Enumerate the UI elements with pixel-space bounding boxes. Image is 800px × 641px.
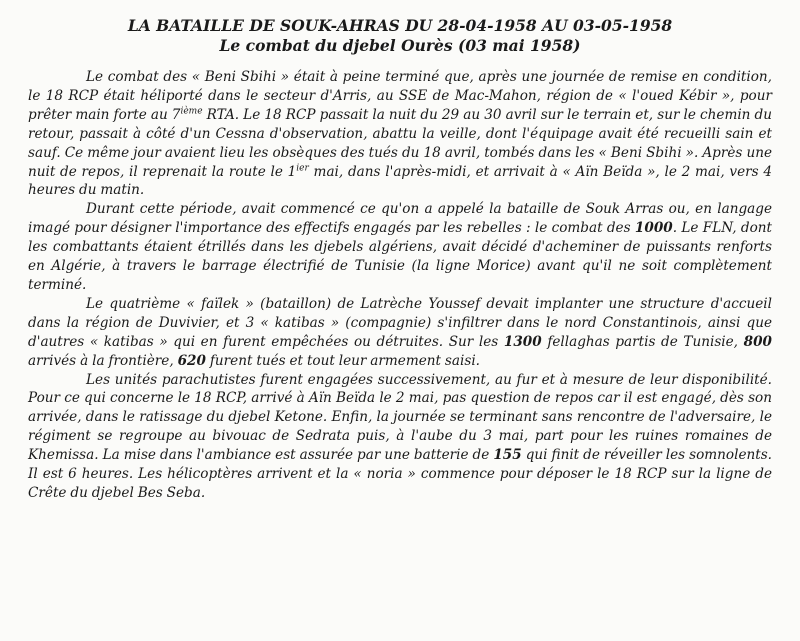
paragraph-1 [28,68,772,200]
p3-bold-2: 800 [743,333,772,350]
p3-text-d: arrivés à la frontière, [28,352,178,369]
p1-text-c: mai, dans l'après-midi, et arrivait à « Aïn Beïda », le 2 mai, vers 4 heures du matin. [28,163,772,199]
document-body [28,68,772,503]
p3-text-e: furent tués et tout leur armement saisi. [205,352,480,369]
document-subtitle: Le combat du djebel Ourès (03 mai 1958) [219,36,581,55]
p4-text-c: qui finit de réveiller les somnolents. Il est 6 heures. Les hélicoptères arrivent et la « noria » commence pour déposer le 18 RCP sur la ligne de Crête du djebel Bes Seba. [28,447,773,501]
p4-text-a: Les unités parachutistes furent engagées successivement, au fur et à mesure de leur disponibilité. Pour ce qui concerne le 18 RCP, arrivé à Aïn Beïda le 2 mai, pas question de repos car il est engagé, dès son arrivée, dans le ratissage du djebel Ketone. Enfin, la journée se terminant sans rencontre de l'adversaire, le régiment se regroupe au bivouac de Sedrata puis, à l'aube du 3 mai, part pour les ruines romaines de Khemissa. La mise dans l'ambiance est assurée par une batterie de [28,371,772,464]
p3-bold-3: 620 [177,352,206,369]
document-title: LA BATAILLE DE SOUK-AHRAS DU 28-04-1958 AU 03-05-1958 [127,16,673,35]
p2-text-c: . Le FLN, dont les combattants étaient étrillés dans les djebels algériens, avait décidé d'acheminer de puissants renforts en Algérie, à travers le barrage électrifié de Tunisie (la ligne Morice) avant qu'il ne soit complètement terminé. [28,220,772,293]
p3-text-c: fellaghas partis de Tunisie, [541,333,744,350]
p2-text-a: Durant cette période, avait commencé ce qu'on a appelé la bataille de Souk Arras ou, en langage imagé pour désigner l'importance des effectifs engagés par les rebelles : le combat des [28,201,772,237]
p1-superscript-1: ième [180,106,203,117]
p1-text-b: RTA. Le 18 RCP passait la nuit du 29 au 30 avril sur le terrain et, sur le chemin du retour, passait à côté d'un Cessna d'observation, abattu la veille, dont l'équipage avait été recueilli sain et sauf. Ce même jour avaient lieu les obsèques des tués du 18 avril, tombés dans les « Beni Sbihi ». Après une nuit de repos, il reprenait la route le 1 [28,106,772,180]
p3-text-a: Le quatrième « faïlek » (bataillon) de Latrèche Youssef devait implanter une structure d'accueil dans la région de Duvivier, et 3 « katibas » (compagnie) s'infiltrer dans le nord Constantinois, ainsi que d'autres « katibas » qui en furent empêchées ou détruites. Sur les [28,295,772,350]
p4-bold-1: 155 [493,447,522,464]
paragraph-2 [28,200,772,295]
p1-text-a: Le combat des « Beni Sbihi » était à peine terminé que, après une journée de remise en condition, le 18 RCP était héliporté dans le secteur d'Arris, au SSE de Mac-Mahon, région de « l'oued Kébir », pour prêter main forte au 7 [28,69,772,123]
p3-bold-1: 1300 [503,333,542,350]
paragraph-4 [28,371,772,503]
p1-superscript-2: ier [296,163,309,173]
p2-bold-1: 1000 [634,220,673,237]
paragraph-3 [28,295,772,371]
